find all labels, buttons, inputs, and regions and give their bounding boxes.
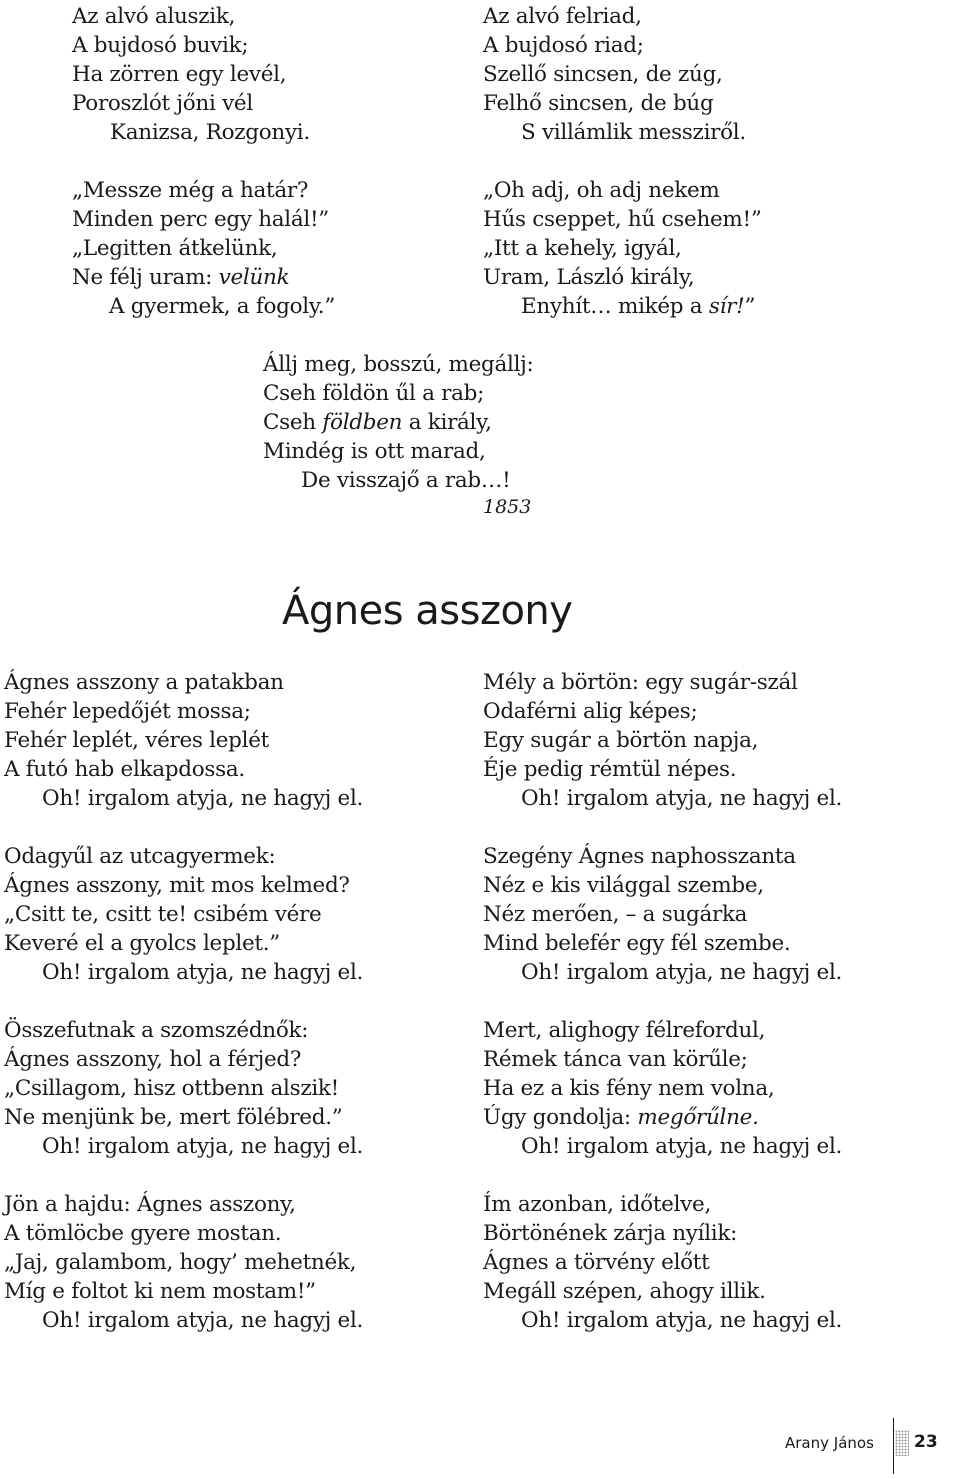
- verse-line: De visszajő a rab…!: [301, 468, 511, 493]
- verse-line: Poroszlót jőni vél: [72, 91, 253, 116]
- verse-line: Uram, László király,: [483, 265, 695, 290]
- verse-line: Éje pedig rémtül népes.: [483, 757, 737, 782]
- verse-line: Mert, alighogy félrefordul,: [483, 1018, 766, 1043]
- verse-line: Szegény Ágnes naphosszanta: [483, 844, 796, 869]
- verse-line: Mind belefér egy fél szembe.: [483, 931, 791, 956]
- verse-line: Ágnes a törvény előtt: [483, 1250, 710, 1275]
- verse-line: A tömlöcbe gyere mostan.: [4, 1221, 282, 1246]
- verse-line: Szellő sincsen, de zúg,: [483, 62, 723, 87]
- stanza: [483, 842, 842, 987]
- footer-divider: [893, 1418, 894, 1474]
- verse-line: Felhő sincsen, de búg: [483, 91, 714, 116]
- verse-line: Ágnes asszony, mit mos kelmed?: [4, 873, 350, 898]
- verse-line: Néz e kis világgal szembe,: [483, 873, 764, 898]
- stanza: [483, 1190, 842, 1335]
- poem-column-left-top: [72, 2, 335, 321]
- verse-line: A gyermek, a fogoly.”: [109, 294, 336, 319]
- verse-line: Egy sugár a börtön napja,: [483, 728, 759, 753]
- verse-line: Mély a börtön: egy sugár-szál: [483, 670, 798, 695]
- footer-author: Arany János: [785, 1434, 874, 1452]
- verse-line: Kanizsa, Rozgonyi.: [110, 120, 310, 145]
- stanza: [72, 2, 335, 147]
- verse-line: Megáll szépen, ahogy illik.: [483, 1279, 766, 1304]
- page-footer: [772, 1418, 942, 1474]
- footer-dot-pattern: [895, 1430, 909, 1456]
- verse-line: „Itt a kehely, igyál,: [483, 236, 682, 261]
- verse-line: Az alvó felriad,: [483, 4, 642, 29]
- verse-line: Ágnes asszony, hol a férjed?: [4, 1047, 302, 1072]
- refrain-line: Oh! irgalom atyja, ne hagyj el.: [521, 1308, 843, 1333]
- verse-line: Fehér lepedőjét mossa;: [4, 699, 251, 724]
- verse-line: Odagyűl az utcagyermek:: [4, 844, 276, 869]
- verse-line: Mindég is ott marad,: [263, 439, 486, 464]
- verse-line: Fehér leplét, véres leplét: [4, 728, 269, 753]
- verse-line: Néz merően, – a sugárka: [483, 902, 748, 927]
- verse-line: Ím azonban, időtelve,: [483, 1192, 711, 1217]
- stanza: [483, 176, 762, 321]
- stanza: [483, 2, 762, 147]
- verse-line: [263, 408, 534, 437]
- verse-line: S villámlik messziről.: [521, 120, 746, 145]
- verse-emphasis: sír!: [708, 294, 745, 319]
- verse-line: Cseh földön űl a rab;: [263, 381, 485, 406]
- stanza: [4, 668, 363, 813]
- verse-line: A futó hab elkapdossa.: [4, 757, 245, 782]
- verse-line: „Csillagom, hisz ottbenn alszik!: [4, 1076, 339, 1101]
- verse-line: Ágnes asszony a patakban: [4, 670, 284, 695]
- poem-date: 1853: [483, 496, 532, 518]
- verse-line: A bujdosó buvik;: [72, 33, 249, 58]
- verse-emphasis: megőrűlne.: [637, 1105, 759, 1130]
- verse-line: „Legitten átkelünk,: [72, 236, 278, 261]
- verse-text: a király,: [402, 410, 492, 435]
- refrain-line: Oh! irgalom atyja, ne hagyj el.: [42, 1134, 364, 1159]
- verse-line: Odaférni alig képes;: [483, 699, 698, 724]
- refrain-line: Oh! irgalom atyja, ne hagyj el.: [521, 786, 843, 811]
- refrain-line: Oh! irgalom atyja, ne hagyj el.: [521, 1134, 843, 1159]
- verse-line: Ha ez a kis fény nem volna,: [483, 1076, 775, 1101]
- verse-line: „Oh adj, oh adj nekem: [483, 178, 720, 203]
- verse-emphasis: velünk: [218, 265, 290, 290]
- verse-line: [483, 1103, 842, 1132]
- verse-line: [72, 263, 335, 292]
- refrain-line: Oh! irgalom atyja, ne hagyj el.: [521, 960, 843, 985]
- verse-line: Hűs cseppet, hű csehem!”: [483, 207, 762, 232]
- verse-line: Börtönének zárja nyílik:: [483, 1221, 738, 1246]
- verse-line: [483, 292, 762, 321]
- refrain-line: Oh! irgalom atyja, ne hagyj el.: [42, 960, 364, 985]
- verse-text: Úgy gondolja:: [483, 1105, 638, 1130]
- verse-line: „Csitt te, csitt te! csibém vére: [4, 902, 322, 927]
- verse-text: Ne félj uram:: [72, 265, 219, 290]
- stanza: [483, 668, 842, 813]
- verse-text: Cseh: [263, 410, 323, 435]
- verse-text: ”: [744, 294, 756, 319]
- verse-line: Ha zörren egy levél,: [72, 62, 287, 87]
- poem-closing-stanza: [263, 350, 534, 495]
- verse-line: Míg e foltot ki nem mostam!”: [4, 1279, 316, 1304]
- refrain-line: Oh! irgalom atyja, ne hagyj el.: [42, 786, 364, 811]
- verse-emphasis: földben: [322, 410, 403, 435]
- verse-line: Minden perc egy halál!”: [72, 207, 329, 232]
- verse-line: „Messze még a határ?: [72, 178, 309, 203]
- verse-line: Állj meg, bosszú, megállj:: [263, 352, 534, 377]
- verse-line: Az alvó aluszik,: [72, 4, 236, 29]
- verse-line: Rémek tánca van körűle;: [483, 1047, 748, 1072]
- verse-text: Enyhít… mikép a: [521, 294, 709, 319]
- stanza: [72, 176, 335, 321]
- poem-column-left: [4, 668, 363, 1335]
- stanza: [263, 350, 534, 495]
- verse-line: Keveré el a gyolcs leplet.”: [4, 931, 280, 956]
- stanza: [4, 1016, 363, 1161]
- stanza: [483, 1016, 842, 1161]
- verse-line: Jön a hajdu: Ágnes asszony,: [4, 1192, 296, 1217]
- verse-line: A bujdosó riad;: [483, 33, 644, 58]
- refrain-line: Oh! irgalom atyja, ne hagyj el.: [42, 1308, 364, 1333]
- page-number: 23: [914, 1432, 938, 1452]
- verse-line: Ne menjünk be, mert fölébred.”: [4, 1105, 343, 1130]
- poem-column-right: [483, 668, 842, 1335]
- stanza: [4, 1190, 363, 1335]
- verse-line: „Jaj, galambom, hogy’ mehetnék,: [4, 1250, 357, 1275]
- poem-column-right-top: [483, 2, 762, 321]
- stanza: [4, 842, 363, 987]
- verse-line: Összefutnak a szomszédnők:: [4, 1018, 309, 1043]
- poem-title: Ágnes asszony: [282, 588, 573, 634]
